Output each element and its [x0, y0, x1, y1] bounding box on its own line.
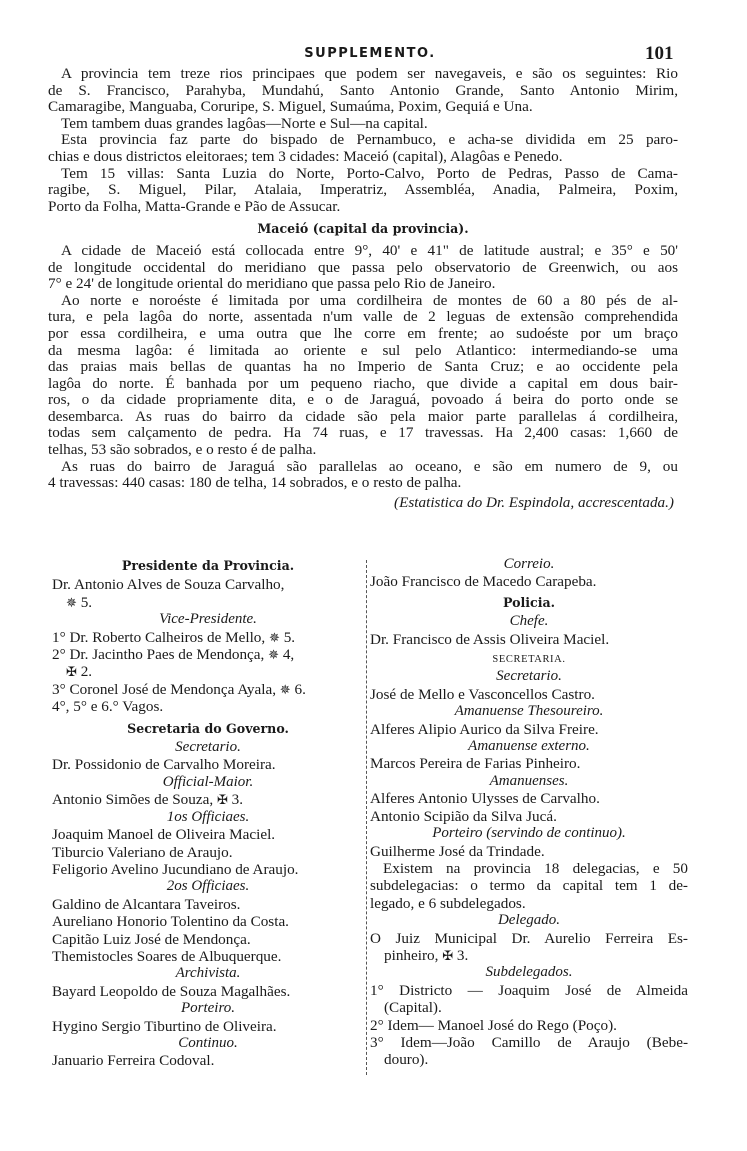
vice-president-vacant: 4°, 5° e 6.° Vagos.	[52, 698, 164, 716]
label-amanuenses: Amanuenses.	[489, 772, 569, 789]
entry-text: 5.	[283, 628, 296, 646]
entry-text: 1° Dr. Roberto Calheiros de Mello,	[52, 628, 266, 646]
label-porteiro: Porteiro (servindo de continuo).	[432, 825, 626, 842]
chefe-name: Dr. Francisco de Assis Oliveira Maciel.	[370, 630, 610, 648]
subdelegado-2: 2° Idem— Manoel José do Rego (Poço).	[370, 1016, 617, 1034]
label-secretario: Secretario.	[175, 739, 241, 756]
list-item: Feligorio Avelino Jucundiano de Araujo.	[52, 860, 299, 878]
label-amanuense-thesoureiro: Amanuense Thesoureiro.	[454, 703, 604, 720]
text-line: lagôa do norte. É banhada por um pequeno riacho, que divide a capital em dous bair-	[48, 374, 678, 392]
label-continuo: Continuo.	[178, 1034, 238, 1051]
entry-text: pinheiro,	[384, 946, 439, 964]
label-primeiros-officiaes: 1os Officiaes.	[166, 808, 250, 825]
text-line: das praias mais bellas de quantas ha no Imperio de Santa Cruz; e ao occidente pela	[48, 358, 678, 376]
list-item: Joaquim Manoel de Oliveira Maciel.	[52, 826, 276, 844]
list-item: Capitão Luiz José de Mendonça.	[52, 930, 251, 948]
attribution: (Estatistica do Dr. Espindola, accrescentada.)	[394, 493, 674, 511]
delegado-line: O Juiz Municipal Dr. Aurelio Ferreira Es-	[370, 929, 688, 947]
label-porteiro: Porteiro.	[180, 1000, 236, 1017]
label-archivista: Archivista.	[175, 965, 241, 982]
christ-order-icon: ✠	[442, 947, 454, 963]
text-line: ros, o da cidade propriamente dita, e o de Jaraguá, povoado á beira do porto onde se	[48, 391, 678, 409]
text-line: Porto da Folha, Matta-Grande e Pão de Assucar.	[48, 197, 341, 215]
running-head	[0, 43, 747, 66]
right-column	[370, 556, 688, 1069]
entry-text: 4,	[282, 646, 295, 664]
text-line: legado, e 6 subdelegados.	[370, 894, 526, 912]
entry-text: 3.	[231, 791, 244, 809]
entry-text: 3° Coronel José de Mendonça Ayala,	[52, 680, 276, 698]
text-line: subdelegacias: o termo da capital tem 1 de-	[370, 877, 688, 895]
porteiro-name: Hygino Sergio Tiburtino de Oliveira.	[52, 1017, 277, 1035]
text-line: A provincia tem treze rios principaes que podem ser navegaveis, e são os seguintes: Rio	[61, 65, 678, 82]
rose-order-icon: ✵	[279, 681, 291, 697]
heading-secretaria-governo: Secretaria do Governo.	[127, 720, 289, 736]
vice-president-1	[52, 629, 364, 646]
rose-order-icon: ✵	[268, 647, 280, 663]
list-item: Themistocles Soares de Albuquerque.	[52, 947, 282, 965]
text-line: por essa cordilheira, e uma outra que lhe corre em frente; ao sudoéste por um braço	[48, 324, 678, 342]
section-heading-maceio: Maceió (capital da provincia).	[257, 221, 469, 237]
entry-text: 2.	[80, 663, 93, 681]
secretario-name: Dr. Possidonio de Carvalho Moreira.	[52, 756, 276, 774]
label-subdelegados: Subdelegados.	[485, 964, 573, 981]
heading-presidente: Presidente da Provincia.	[121, 558, 295, 573]
rose-order-icon: ✵	[268, 629, 280, 645]
label-secretario: Secretario.	[496, 668, 562, 685]
text-line: de longitude occidental do meridiano que passa pelo observatorio de Greenwich, ou aos	[48, 258, 678, 276]
column-divider	[366, 560, 367, 1075]
text-line: tura, e pela lagôa do norte, assentada n'um valle de 2 leguas de extensão comprehendida	[48, 308, 678, 326]
label-segundos-officiaes: 2os Officiaes.	[166, 878, 250, 895]
text-line: de S. Francisco, Parahyba, Mundahú, Santo Antonio Grande, Santo Antonio Mirim,	[48, 81, 678, 99]
list-item: Tiburcio Valeriano de Araujo.	[52, 843, 233, 861]
list-item: Antonio Scipião da Silva Jucá.	[370, 807, 557, 825]
vice-president-2	[52, 646, 364, 663]
amanuense-thesoureiro-name: Alferes Alipio Aurico da Silva Freire.	[370, 720, 599, 738]
entry-text: Dr. Antonio Alves de Souza Carvalho,	[52, 576, 285, 594]
running-title: SUPPLEMENTO.	[304, 46, 436, 61]
subdelegado-1-cont: (Capital).	[384, 999, 442, 1017]
text-line: Ao norte e noroéste é limitada por uma cordilheira de montes de 60 a 80 pés de al-	[61, 291, 678, 309]
entry-text: 6.	[294, 680, 306, 698]
delegado-line	[370, 947, 688, 964]
label-delegado: Delegado.	[497, 912, 561, 929]
label-secretaria: SECRETARIA.	[492, 654, 566, 666]
correio-name: João Francisco de Macedo Carapeba.	[370, 573, 597, 591]
text-line: 7° e 24' de longitude oriental do meridiano que passa pelo Rio de Janeiro.	[48, 275, 496, 293]
list-item: Aureliano Honorio Tolentino da Costa.	[52, 913, 289, 931]
entry-text: 2° Dr. Jacintho Paes de Mendonça,	[52, 646, 265, 664]
label-official-maior: Official-Maior.	[162, 773, 254, 790]
text-line: 4 travessas: 440 casas: 180 de telha, 14 sobrados, e o resto de palha.	[48, 474, 462, 492]
label-chefe: Chefe.	[509, 613, 549, 630]
heading-policia: Policia.	[502, 594, 556, 610]
label-amanuense-externo: Amanuense externo.	[468, 738, 590, 755]
left-column	[52, 556, 364, 1070]
continuo-name: Januario Ferreira Codoval.	[52, 1052, 215, 1070]
official-maior-name	[52, 791, 364, 808]
amanuense-externo-name: Marcos Pereira de Farias Pinheiro.	[370, 755, 581, 773]
text-line: As ruas do bairro de Jaraguá são parallelas ao oceano, e são em numero de 9, ou	[61, 457, 678, 475]
province-description	[48, 66, 678, 511]
text-line: chias e dous districtos eleitoraes; tem 3 cidades: Maceió (capital), Alagôas e Penedo.	[48, 147, 563, 165]
subdelegado-3-cont: douro).	[384, 1051, 429, 1069]
label-vice-presidente: Vice-Presidente.	[159, 611, 257, 628]
text-line: da mesma lagôa: é limitada ao oriente e sul pelo Atlantico: intermediando-se uma	[48, 341, 678, 359]
text-line: telhas, 53 são sobrados, e o resto é de palha.	[48, 441, 317, 459]
christ-order-icon: ✠	[216, 792, 228, 808]
text-line: ragibe, S. Miguel, Pilar, Atalaia, Imperatriz, Assembléa, Anadia, Palmeira, Poxim,	[48, 181, 678, 199]
entry-text: Antonio Simões de Souza,	[52, 791, 214, 809]
christ-order-icon: ✠	[66, 664, 77, 680]
archivista-name: Bayard Leopoldo de Souza Magalhães.	[52, 982, 291, 1000]
text-line: Tem 15 villas: Santa Luzia do Norte, Porto-Calvo, Porto de Pedras, Passo de Cama-	[61, 164, 678, 182]
text-line: A cidade de Maceió está collocada entre 9°, 40' e 41" de latitude austral; e 35° e 50'	[61, 241, 678, 259]
secretario-name: José de Mello e Vasconcellos Castro.	[370, 685, 595, 703]
list-item: Alferes Antonio Ulysses de Carvalho.	[370, 790, 600, 808]
text-line: todas sem calçamento de pedra. Ha 74 ruas, e 17 travessas. Ha 2,400 casas: 1,660 de	[48, 424, 678, 442]
entry-text: 3.	[456, 946, 469, 964]
porteiro-name: Guilherme José da Trindade.	[370, 842, 545, 860]
subdelegado-1: 1° Districto — Joaquim José de Almeida	[370, 981, 688, 999]
rose-order-icon: ✵	[66, 594, 77, 610]
president-order	[52, 594, 364, 611]
vice-president-2-order	[52, 663, 364, 680]
text-line: Esta provincia faz parte do bispado de Pernambuco, e acha-se dividida em 25 paro-	[61, 131, 678, 149]
vice-president-3	[52, 681, 364, 698]
text-line: desembarca. As ruas do bairro da cidade são pela maior parte parallelas á cordilheira,	[48, 407, 678, 425]
page-number: 101	[645, 43, 674, 64]
text-line: Existem na provincia 18 delegacias, e 50	[383, 859, 688, 877]
text-line: Camaragibe, Manguaba, Coruripe, S. Miguel, Sumaúma, Poxim, Gequiá e Una.	[48, 98, 533, 116]
entry-text: 5.	[80, 593, 93, 611]
president-name	[52, 576, 364, 593]
list-item: Galdino de Alcantara Taveiros.	[52, 895, 241, 913]
subdelegado-3: 3° Idem—João Camillo de Araujo (Bebe-	[370, 1033, 688, 1051]
label-correio: Correio.	[503, 556, 555, 572]
text-line: Tem tambem duas grandes lagôas—Norte e Sul—na capital.	[61, 114, 428, 132]
